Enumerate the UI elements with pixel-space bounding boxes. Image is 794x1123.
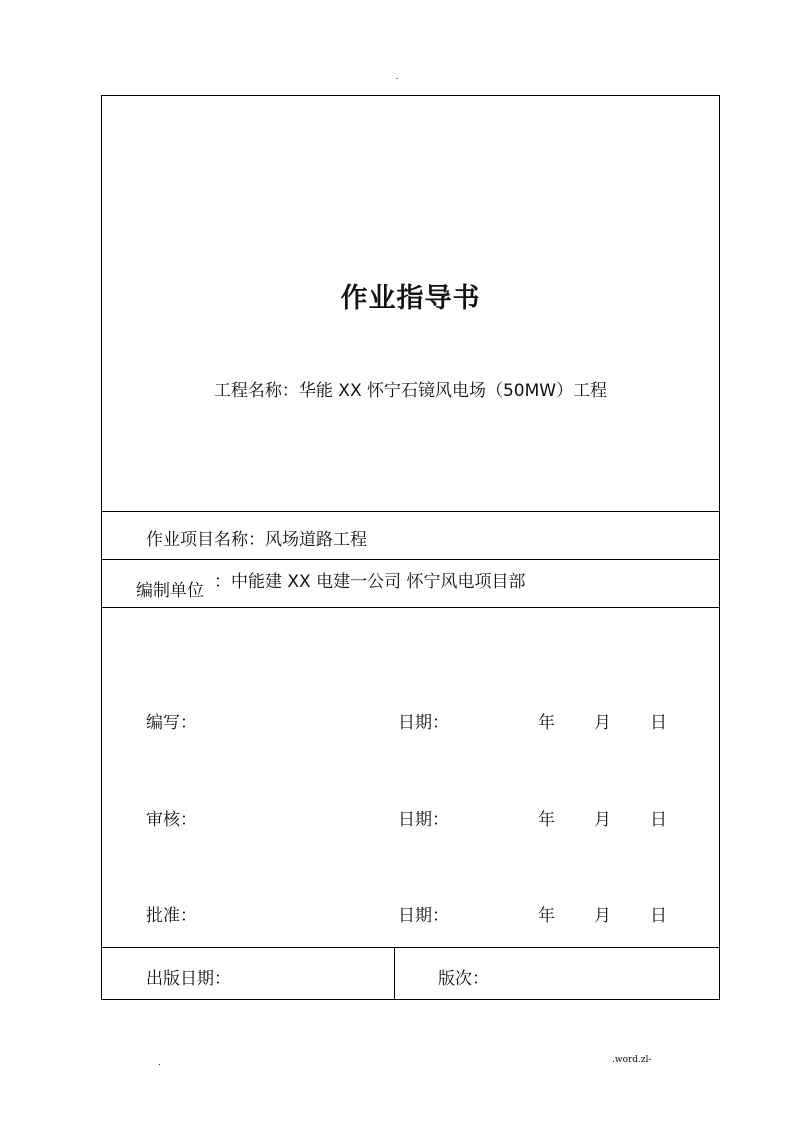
page-header-mark: .	[395, 72, 399, 82]
signoff-role: 审核：	[146, 810, 197, 830]
release-row	[102, 948, 719, 999]
signoff-day: 日	[650, 713, 667, 733]
signoff-month: 月	[594, 810, 611, 830]
signoff-date-label: 日期：	[398, 810, 449, 830]
signoff-year: 年	[538, 810, 555, 830]
project-name-line: 工程名称：华能 XX 怀宁石镜风电场（50MW）工程	[213, 381, 608, 401]
signoff-row-reviewer	[102, 805, 719, 829]
signoff-date-label: 日期：	[398, 906, 449, 926]
signoff-date-label: 日期：	[398, 713, 449, 733]
signoff-day: 日	[650, 810, 667, 830]
release-row-divider	[394, 948, 395, 999]
document-title: 作业指导书	[340, 283, 481, 314]
signoff-role: 编写：	[146, 713, 197, 733]
signoff-row-author	[102, 708, 719, 732]
signoff-year: 年	[538, 713, 555, 733]
page-footer-left: .	[158, 1058, 161, 1068]
signoff-month: 月	[594, 713, 611, 733]
signoff-month: 月	[594, 906, 611, 926]
work-item-row	[102, 512, 719, 560]
signoff-day: 日	[650, 906, 667, 926]
signoff-year: 年	[538, 906, 555, 926]
document-form-frame	[101, 95, 720, 1000]
cover-section	[102, 96, 719, 512]
work-item-text: 作业项目名称：风场道路工程	[146, 530, 367, 550]
signoff-role: 批准：	[146, 906, 197, 926]
page-footer-right: .word.zl-	[612, 1055, 652, 1065]
version-label: 版次：	[438, 969, 489, 989]
signoff-row-approver	[102, 901, 719, 925]
compiling-unit-label: 编制单位	[136, 581, 204, 601]
signoff-section	[102, 608, 719, 948]
release-date-label: 出版日期：	[146, 969, 231, 989]
compiling-unit-row	[102, 560, 719, 608]
compiling-unit-value: ：中能建 XX 电建一公司 怀宁风电项目部	[214, 572, 526, 592]
